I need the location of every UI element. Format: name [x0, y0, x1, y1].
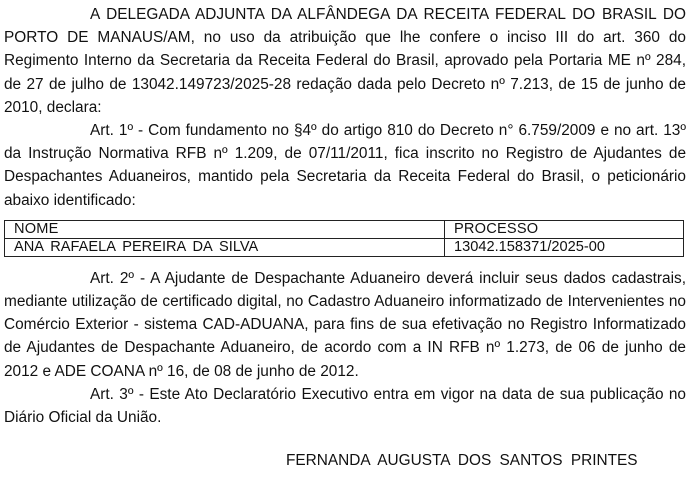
table-row — [5, 238, 684, 256]
intro-paragraph: A DELEGADA ADJUNTA DA ALFÂNDEGA DA RECEITA FEDERAL DO BRASIL DO PORTO DE MANAUS/AM, no uso da atribuição que lhe confere o inciso III do art. 360 do Regimento Interno da Secretaria da Receita Federal do Brasil, aprovado pela Portaria ME nº 284, de 27 de julho de 13042.149723/2025-28 redação dada pelo Decreto nº 7.213, de 15 de junho de 2010, declara: — [4, 6, 686, 116]
header-processo: PROCESSO — [445, 220, 684, 238]
table-header-row — [5, 220, 684, 238]
article-3-paragraph: Art. 3º - Este Ato Declaratório Executivo entra em vigor na data de sua publicação no Diário Oficial da União. — [4, 385, 686, 427]
cell-nome: ANA RAFAELA PEREIRA DA SILVA — [5, 238, 445, 256]
document-body — [4, 3, 686, 429]
article-2-paragraph: Art. 2º - A Ajudante de Despachante Aduaneiro deverá incluir seus dados cadastrais, mediante utilização de certificado digital, no Cadastro Aduaneiro informatizado de Intervenientes no Comércio Exterior - sistema CAD-ADUANA, para fins de sua efetivação no Registro Informatizado de Ajudantes de Despachante Aduaneiro, de acordo com a IN RFB nº 1.273, de 06 de junho de 2012 e ADE COANA nº 16, de 08 de junho de 2012. — [4, 269, 686, 380]
article-1-paragraph: Art. 1º - Com fundamento no §4º do artigo 810 do Decreto n° 6.759/2009 e no art. 13º da Instrução Normativa RFB nº 1.209, de 07/11/2011, fica inscrito no Registro de Ajudantes de Despachantes Aduaneiros, mantido pela Secretaria da Receita Federal do Brasil, o peticionário abaixo identificado: — [4, 122, 686, 209]
registration-table — [4, 220, 684, 257]
cell-processo: 13042.158371/2025-00 — [445, 238, 684, 256]
header-nome: NOME — [5, 220, 445, 238]
signature-name: FERNANDA AUGUSTA DOS SANTOS PRINTES — [286, 452, 638, 469]
